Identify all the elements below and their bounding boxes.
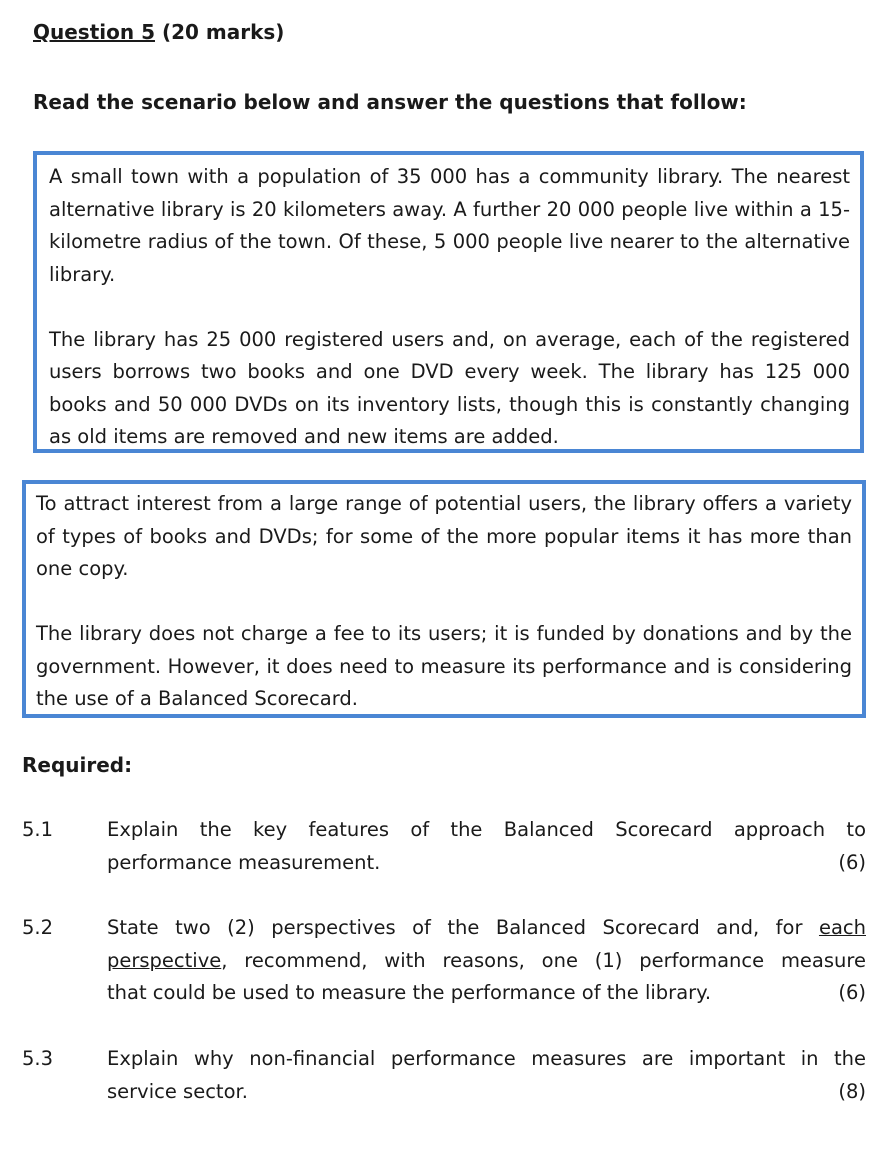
intro-instruction: Read the scenario below and answer the questions that follow: [33,90,747,114]
question-text-fragment: State two (2) perspectives of the Balanced Scorecard and, for [107,916,803,939]
underlined-text: perspective [107,948,222,972]
question-item [22,814,866,879]
required-heading: Required: [22,753,133,777]
question-text-fragment: , recommend, with reasons, one (1) performance measure [221,948,866,972]
question-text-line [107,912,866,945]
question-marks-value: (8) [838,1079,866,1103]
question-text-line: service sector. [107,1079,248,1103]
question-item [22,1043,866,1108]
scenario-paragraph: The library does not charge a fee to its users; it is funded by donations and by the government. However, it does need to measure its performance and is considering the use of a Balanced Scorecard. [36,622,852,710]
scenario-paragraph: The library has 25 000 registered users and, on average, each of the registered users borrows two books and one DVD every week. The library has 125 000 books and 50 000 DVDs on its inventory lists, though this is constantly changing as old items are removed and new items are added. [49,327,850,448]
question-title [33,19,284,45]
question-text-line: Explain why non-financial performance measures are important in the [107,1047,866,1070]
scenario-box-1 [33,151,864,453]
question-text-line: Explain the key features of the Balanced Scorecard approach to [107,818,866,841]
scenario-box-2 [22,480,866,718]
scenario-paragraph: To attract interest from a large range of potential users, the library offers a variety of types of books and DVDs; for some of the more popular items it has more than one copy. [36,492,852,580]
question-marks-value: (6) [838,850,866,874]
question-number: 5.3 [22,1047,54,1070]
question-number: 5.1 [22,818,54,841]
question-marks: (20 marks) [161,20,285,44]
question-text-line [107,945,866,978]
question-marks-value: (6) [838,981,866,1004]
underlined-text: each [818,916,866,939]
question-text-line: that could be used to measure the performance of the library. [107,981,712,1004]
question-item [22,912,866,1010]
scenario-paragraph: A small town with a population of 35 000 has a community library. The nearest alternative library is 20 kilometers away. A further 20 000 people live within a 15-kilometre radius of the town. Of these, 5 000 people live nearer to the alternative library. [49,165,850,286]
question-number: 5.2 [22,916,54,939]
question-text-line: performance measurement. [107,850,381,874]
question-label: Question 5 [33,20,155,44]
